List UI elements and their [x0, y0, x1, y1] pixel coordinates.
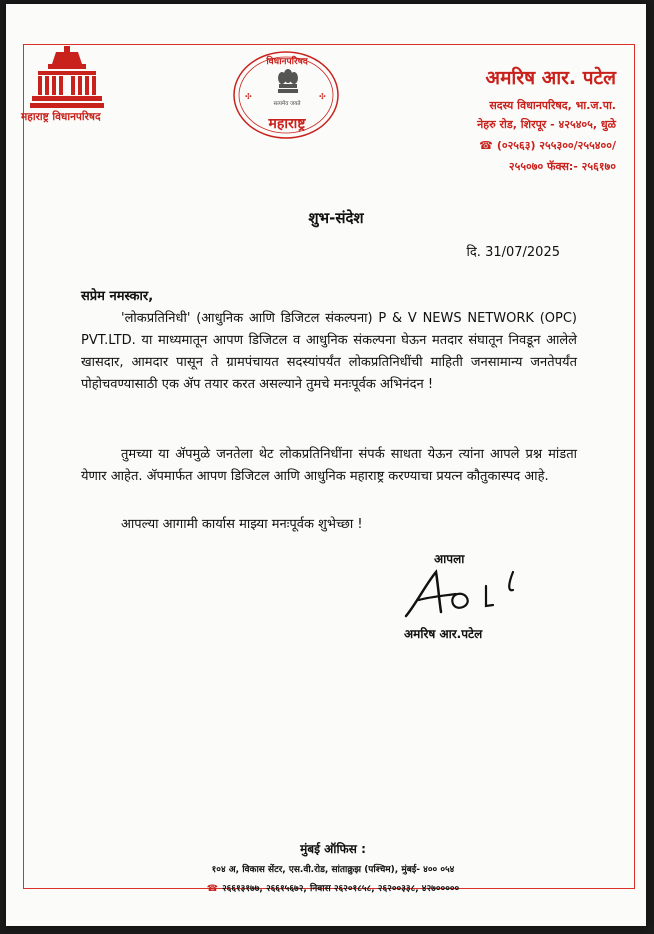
paragraph-1-text: 'लोकप्रतिनिधी' (आधुनिक आणि डिजिटल संकल्पना) P & V NEWS NETWORK (OPC) PVT.LTD. या माध्यमातून आपण डिजिटल व आधुनिक संकल्पना घेऊन मतदार संघातून निवडून आलेले खासदार, आमदार पासून ते ग्रामपंचायत सदस्यांपर्यंत लोकप्रतिनिधींची माहिती जनसामान्य जनतेपर्यंत पोहोचवण्यासाठी एक ॲप तयार करत असल्याने तुमचे मनःपूर्वक अभिनंदन !	[81, 311, 577, 392]
member-name: अमरिष आर. पटेल	[485, 67, 616, 89]
letter-page	[6, 4, 646, 926]
footer-address: १०४ अ, विकास सेंटर, एस.वी.रोड, सांताक्रुझ (पश्चिम), मुंबई- ४०० ०५४	[211, 865, 455, 875]
footer-phones	[6, 881, 654, 894]
letter-greeting: सप्रेम नमस्कार,	[81, 289, 154, 304]
letter-title: शुभ-संदेश	[308, 209, 364, 227]
paragraph-3-text: आपल्या आगामी कार्यास माझ्या मनःपूर्वक शुभेच्छा !	[121, 517, 363, 532]
member-phone	[479, 138, 616, 153]
member-address: नेहरु रोड, शिरपूर - ४२५४०५, धुळे	[477, 118, 616, 131]
handwritten-signature	[401, 564, 531, 624]
footer-phones-text: २६६१३१७७, २६६१५६७२, निवास २६२०१८५८, २६२००३३८, ४२७०००००	[221, 884, 460, 894]
letter-paragraph-2	[81, 444, 577, 488]
phone-icon: ☎	[206, 884, 218, 894]
sign-off: आपला	[434, 552, 465, 566]
seal-motto: सत्यमेव जयते	[273, 101, 301, 107]
vidhan-bhavan-emblem	[28, 44, 106, 114]
svg-text:✣: ✣	[319, 92, 326, 101]
letter-paragraph-1	[81, 308, 577, 396]
signatory-name: अमरिष आर.पटेल	[404, 627, 483, 641]
paragraph-2-text: तुमच्या या ॲपमुळे जनतेला थेट लोकप्रतिनिधींना संपर्क साधता येऊन त्यांना आपले प्रश्न मांडता येणार आहेत. ॲपमार्फत आपण डिजिटल आणि आधुनिक महाराष्ट्र करण्याचा प्रयत्न कौतुकास्पद आहे.	[81, 447, 577, 484]
seal-top-text: विधानपरिषद	[266, 57, 308, 67]
phone-icon: ☎	[479, 139, 493, 152]
footer-office-title: मुंबई ऑफिस :	[300, 842, 366, 856]
national-emblem-icon	[276, 68, 300, 98]
member-designation: सदस्य विधानपरिषद, भा.ज.पा.	[489, 99, 616, 112]
seal-bottom-text: महाराष्ट्र	[268, 116, 306, 132]
council-caption: महाराष्ट्र विधानपरिषद	[21, 111, 101, 123]
letter-date: दि. 31/07/2025	[466, 245, 560, 260]
svg-text:✣: ✣	[245, 92, 252, 101]
member-phone-fax: २५५०७० फॅक्स:- २५६१७०	[508, 160, 616, 173]
letter-paragraph-3	[81, 514, 577, 536]
member-phone-line1: (०२५६३) २५५३००/२५५४००/	[496, 139, 616, 152]
